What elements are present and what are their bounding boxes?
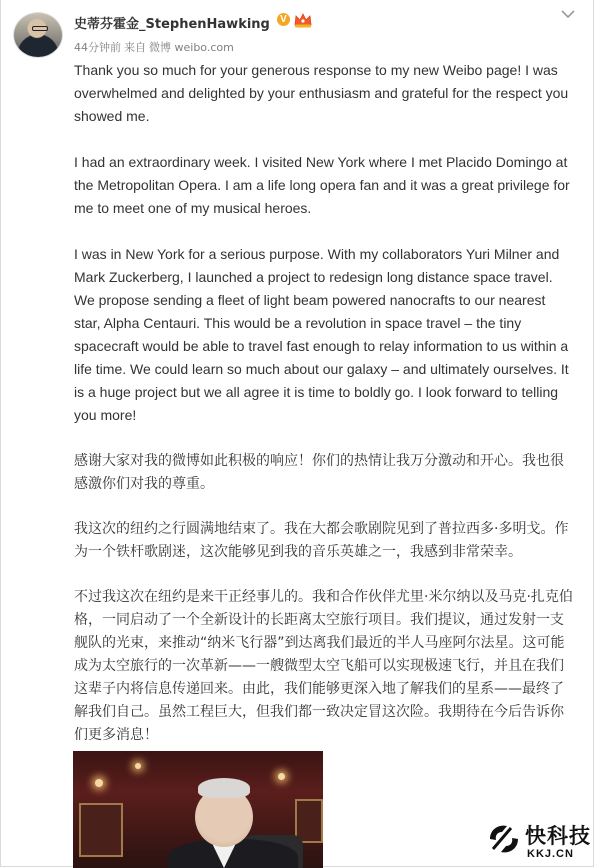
post-paragraph-en: I had an extraordinary week. I visited New York where I met Placido Domingo at the Metropolitan Opera. I am a life long opera fan and it was a great privilege for me to meet one of my musical heroes.	[74, 154, 570, 216]
avatar[interactable]	[13, 12, 63, 58]
photo-lamp	[135, 763, 141, 769]
post-paragraph-zh: 感谢大家对我的微博如此积极的响应！你们的热情让我万分激动和开心。我也很感激你们对我的尊重。	[74, 453, 564, 492]
crown-member-icon[interactable]	[294, 12, 312, 28]
via-label: 来自	[124, 41, 146, 54]
post-body	[74, 59, 574, 747]
chevron-down-icon[interactable]	[560, 8, 576, 20]
verified-v-icon[interactable]: V	[277, 13, 290, 26]
post-paragraph-en: Thank you so much for your generous response to my new Weibo page! I was overwhelmed and delighted by your enthusiasm and grateful for the respect you showed me.	[74, 62, 569, 124]
avatar-glasses	[32, 26, 48, 31]
watermark-domain: KKJ.CN	[527, 848, 574, 860]
watermark-title: 快科技	[525, 824, 591, 848]
post-source-link[interactable]: 微博 weibo.com	[149, 41, 234, 54]
photo-lamp	[95, 779, 103, 787]
post-paragraph-en: I was in New York for a serious purpose. With my collaborators Yuri Milner and Mark Zuckerberg, I launched a project to redesign long distance space travel. We propose sending a fleet of light beam powered nanocrafts to our nearest star, Alpha Centauri. This would be a revolution in space travel – the tiny spacecraft would be able to travel fast enough to relay information to us within a life time. We could learn so much about our galaxy – and ultimately ourselves. It is a huge project but we all agree it is time to boldly go. I look forward to telling you more!	[74, 246, 569, 423]
user-name-link[interactable]: 史蒂芬霍金_StephenHawking	[74, 17, 270, 32]
photo-frame	[79, 803, 123, 857]
post-meta	[74, 39, 237, 55]
post-paragraph-zh: 不过我这次在纽约是来干正经事儿的。我和合作伙伴尤里·米尔纳以及马克·扎克伯格，一同启动了一个全新设计的长距离太空旅行项目。我们提议，通过发射一支舰队的光束，来推动“纳米飞行器”到达离我们最近的半人马座阿尔法星。这可能成为太空旅行的一次革新——一艘微型太空飞船可以实现极速飞行，并且在我们这辈子内将信息传递回来。由此，我们能够更深入地了解我们的星系——最终了解我们自己。虽然工程巨大，但我们都一致决定冒这次险。我期待在今后告诉你们更多消息！	[74, 589, 573, 743]
site-watermark	[487, 818, 591, 866]
post-photo[interactable]	[73, 751, 323, 868]
watermark-logo-icon	[487, 822, 521, 856]
photo-hair	[198, 778, 250, 798]
post-paragraph-zh: 我这次的纽约之行圆满地结束了。我在大都会歌剧院见到了普拉西多·多明戈。作为一个铁杆歌剧迷，这次能够见到我的音乐英雄之一，我感到非常荣幸。	[74, 521, 569, 560]
photo-lamp	[278, 773, 285, 780]
post-time-link[interactable]: 44分钟前	[74, 41, 121, 54]
